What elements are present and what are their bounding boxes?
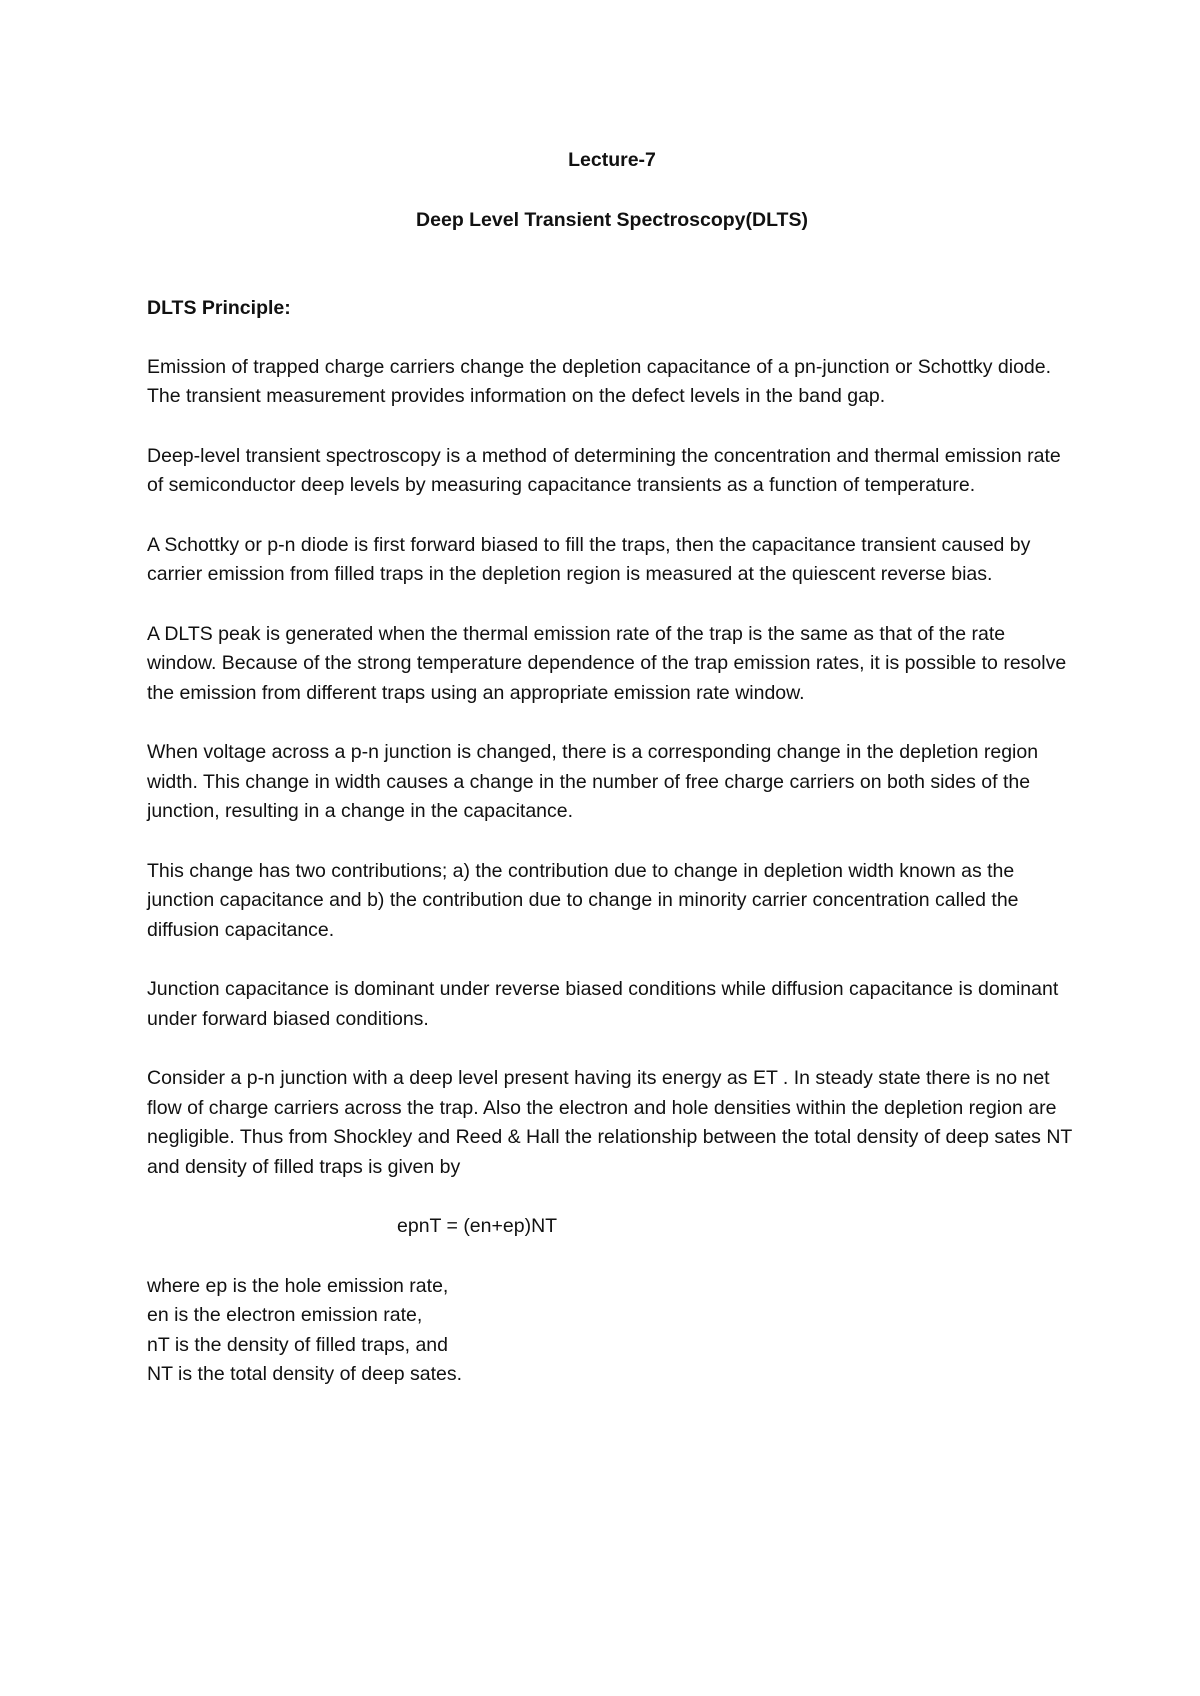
paragraph-pn-junction: Consider a p-n junction with a deep level present having its energy as ET . In steady state there is no net flow of charge carriers across the trap. Also the electron and hole densities within the depletion region are negligible. Thus from Shockley and Reed & Hall the relationship between the total density of deep sates NT and density of filled traps is given by — [147, 1067, 1072, 1178]
lecture-number: Lecture-7 — [568, 149, 656, 171]
document-body — [147, 146, 1077, 1390]
paragraph-emission: Emission of trapped charge carriers change the depletion capacitance of a pn-junction or Schottky diode. The transient measurement provides information on the defect levels in the band gap. — [147, 355, 1052, 407]
equation: epnT = (en+ep)NT — [397, 1215, 558, 1237]
definition-item: en is the electron emission rate, — [147, 1304, 423, 1326]
definition-item: NT is the total density of deep sates. — [147, 1363, 463, 1385]
paragraph-voltage-change: When voltage across a p-n junction is changed, there is a corresponding change in the depletion region width. This change in width causes a change in the number of free charge carriers on both sides of the junction, resulting in a change in the capacitance. — [147, 741, 1039, 822]
definition-list — [147, 1272, 1077, 1390]
definition-item: where ep is the hole emission rate, — [147, 1274, 449, 1297]
paragraph-dlts-peak: A DLTS peak is generated when the thermal emission rate of the trap is the same as that of the rate window. Because of the strong temperature dependence of the trap emission rates, it is possible to resolve the emission from different traps using an appropriate emission rate window. — [147, 622, 1067, 704]
paragraph-dominance: Junction capacitance is dominant under reverse biased conditions while diffusion capacitance is dominant under forward biased conditions. — [147, 978, 1059, 1030]
definition-item: nT is the density of filled traps, and — [147, 1333, 448, 1356]
document-title: Deep Level Transient Spectroscopy(DLTS) — [416, 208, 808, 231]
paragraph-dlts-method: Deep-level transient spectroscopy is a method of determining the concentration and thermal emission rate of semiconductor deep levels by measuring capacitance transients as a function of temperature. — [147, 444, 1061, 496]
paragraph-contributions: This change has two contributions; a) the contribution due to change in depletion width known as the junction capacitance and b) the contribution due to change in minority carrier concentration called the diffusion capacitance. — [147, 859, 1019, 941]
paragraph-forward-bias: A Schottky or p-n diode is first forward biased to fill the traps, then the capacitance transient caused by carrier emission from filled traps in the depletion region is measured at the quiescent reverse bias. — [147, 533, 1031, 585]
section-heading: DLTS Principle: — [147, 297, 291, 319]
